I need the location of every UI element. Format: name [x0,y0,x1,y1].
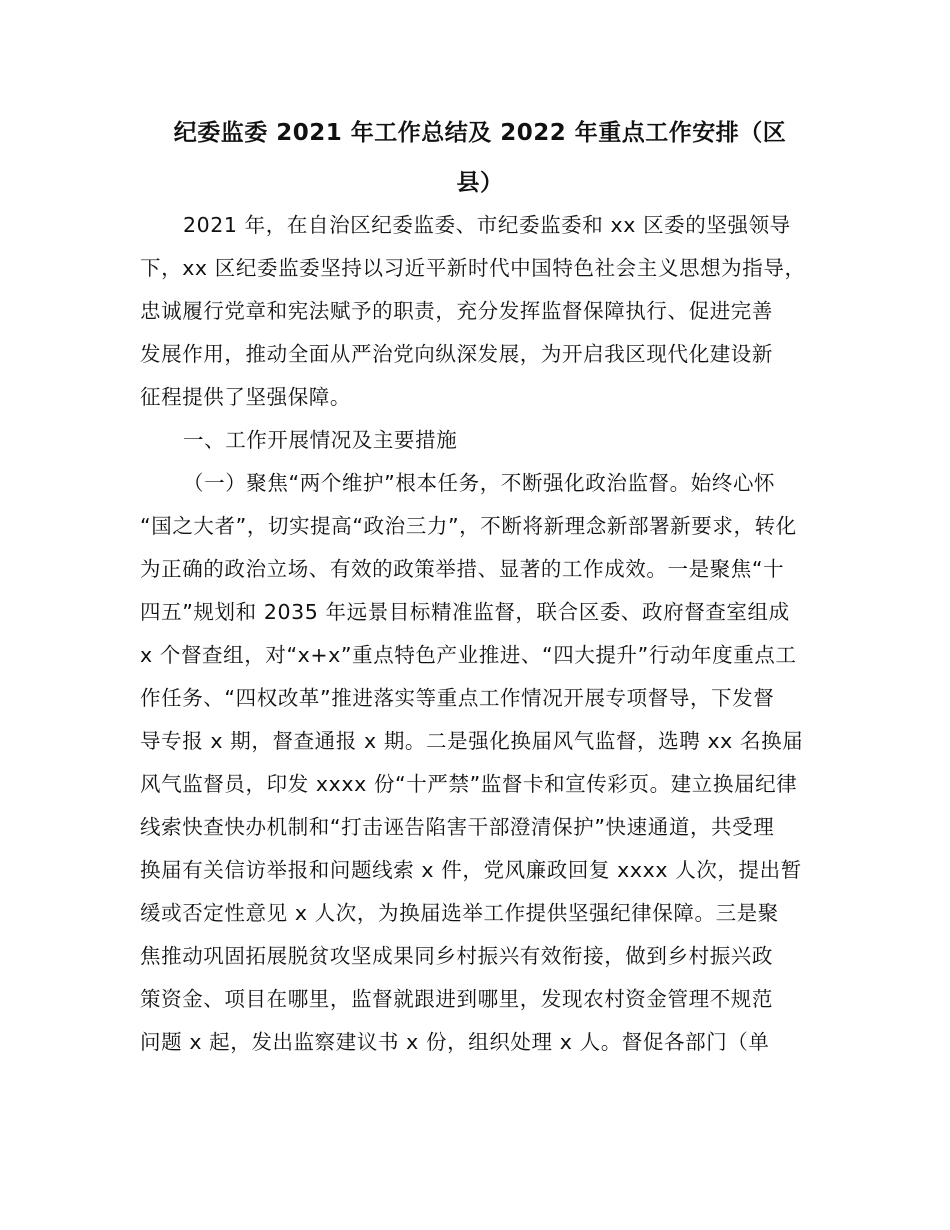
paragraph-line: x 个督查组，对“x+x”重点特色产业推进、“四大提升”行动年度重点工 [140,643,797,667]
paragraph-line: 风气监督员，印发 xxxx 份“十严禁”监督卡和宣传彩页。建立换届纪律 [140,772,798,796]
paragraph-line: 问题 x 起，发出监察建议书 x 份，组织处理 x 人。督促各部门（单 [140,1030,770,1054]
paragraph-line: 发展作用，推动全面从严治党向纵深发展，为开启我区现代化建设新 [140,342,773,366]
paragraph-line: （一）聚焦“两个维护”根本任务，不断强化政治监督。始终心怀 [183,471,776,495]
title-line-2: 县） [456,170,504,196]
paragraph-line: 策资金、项目在哪里，监督就跟进到哪里，发现农村资金管理不规范 [140,987,773,1011]
section-heading: 一、工作开展情况及主要措施 [183,428,458,452]
title-line-1: 纪委监委 2021 年工作总结及 2022 年重点工作安排（区 [173,120,787,146]
paragraph-line: 导专报 x 期，督查通报 x 期。二是强化换届风气监督，选聘 xx 名换届 [140,729,804,753]
paragraph-line: 忠诚履行党章和宪法赋予的职责，充分发挥监督保障执行、促进完善 [140,299,773,323]
document-title [140,108,820,208]
paragraph-line: “国之大者”，切实提高“政治三力”，不断将新理念新部署新要求，转化 [140,514,797,538]
paragraph-line: 作任务、“四权改革”推进落实等重点工作情况开展专项督导，下发督 [140,686,775,710]
paragraph-line: 2021 年，在自治区纪委监委、市纪委监委和 xx 区委的坚强领导 [183,213,791,237]
paragraph-line: 下，xx 区纪委监委坚持以习近平新时代中国特色社会主义思想为指导， [140,256,806,280]
paragraph-line: 焦推动巩固拓展脱贫攻坚成果同乡村振兴有效衔接，做到乡村振兴政 [140,944,773,968]
paragraph-line: 为正确的政治立场、有效的政策举措、显著的工作成效。一是聚焦“十 [140,557,785,581]
paragraph-line: 四五”规划和 2035 年远景目标精准监督，联合区委、政府督查室组成 [140,600,790,624]
paragraph-line: 线索快查快办机制和“打击诬告陷害干部澄清保护”快速通道，共受理 [140,815,775,839]
paragraph-line: 换届有关信访举报和问题线索 x 件，党风廉政回复 xxxx 人次，提出暂 [140,858,802,882]
paragraph-line: 征程提供了坚强保障。 [140,385,351,409]
paragraph-line: 缓或否定性意见 x 人次，为换届选举工作提供坚强纪律保障。三是聚 [140,901,779,925]
